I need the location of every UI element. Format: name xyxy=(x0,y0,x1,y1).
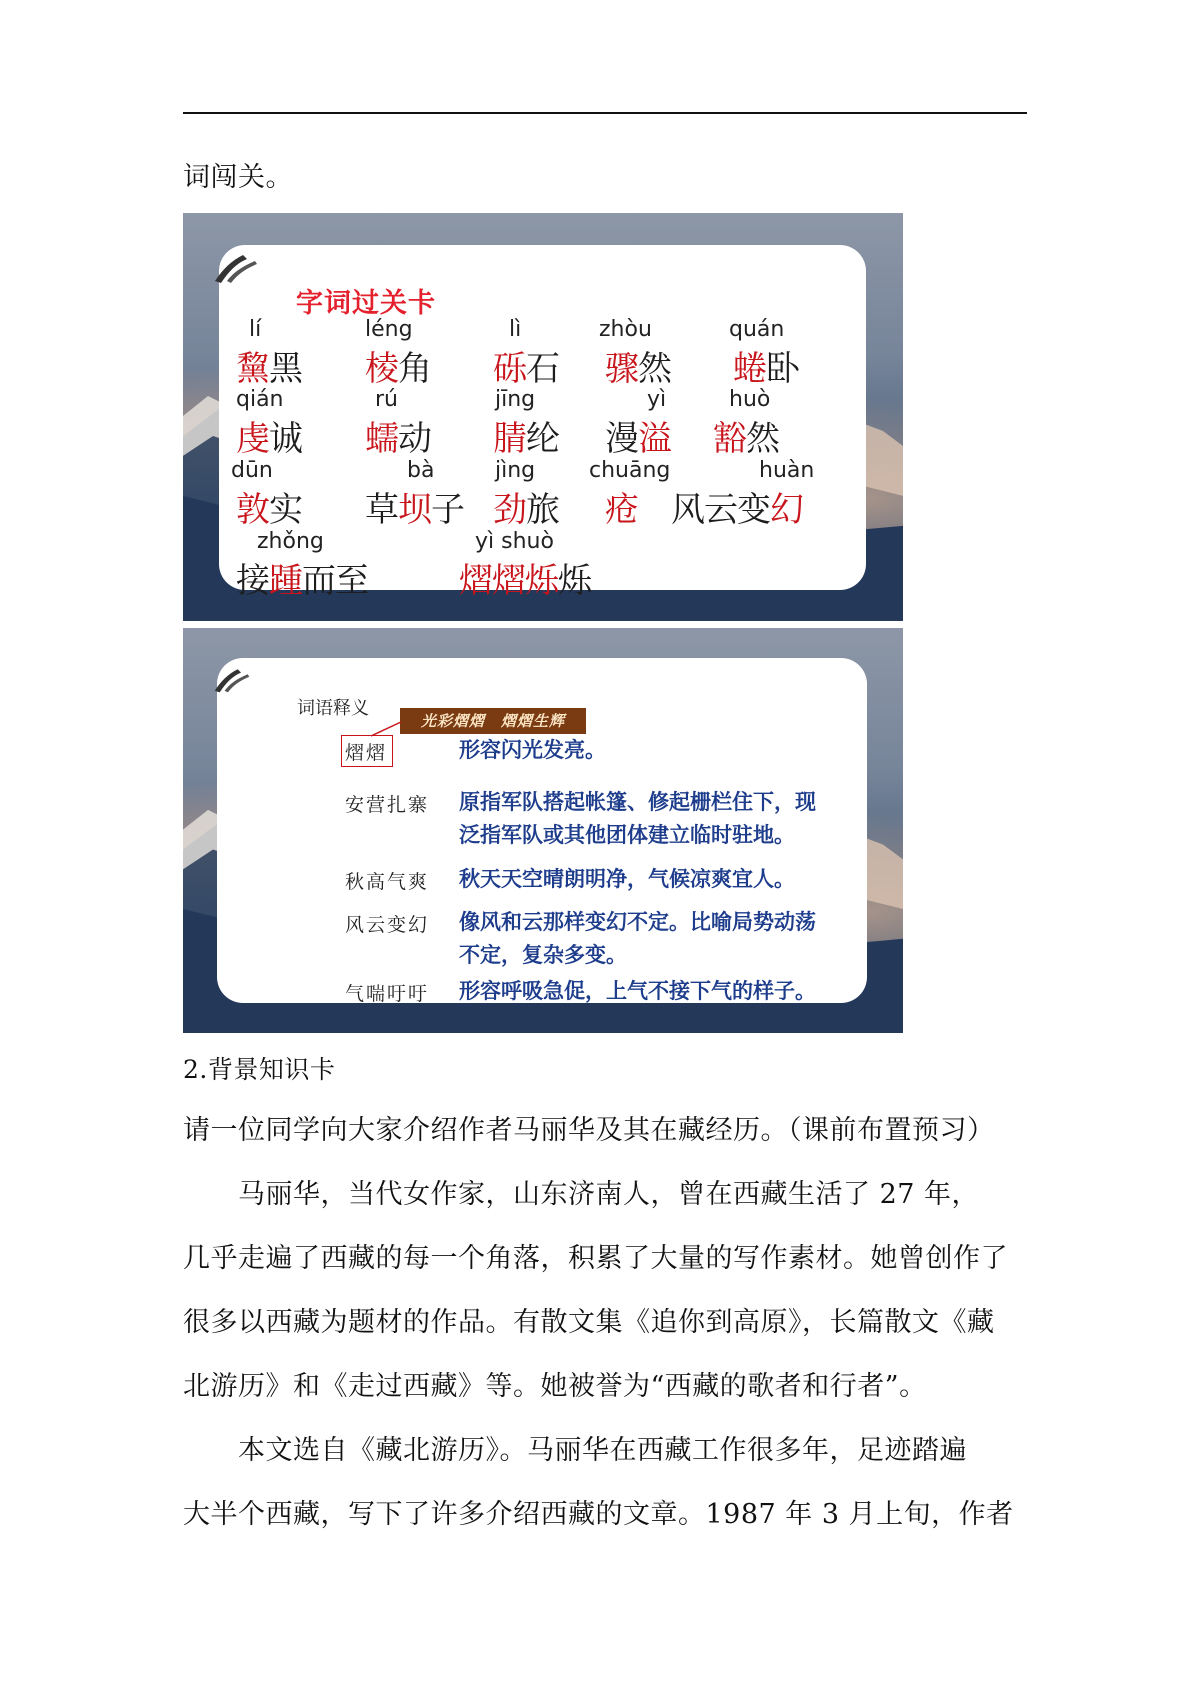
vocab-word: 草坝子 xyxy=(365,490,464,530)
pinyin: huò xyxy=(729,387,771,412)
definition: 泛指军队或其他团体建立临时驻地。 xyxy=(459,823,795,847)
definition: 像风和云那样变幻不定。比喻局势动荡 xyxy=(459,910,816,934)
vocab-word: 蜷卧 xyxy=(733,349,799,389)
vocab-card xyxy=(219,245,866,601)
definition: 形容呼吸急促，上气不接下气的样子。 xyxy=(459,979,816,1003)
vocab-word: 黧黑 xyxy=(236,349,302,389)
vocab-word: 骤然 xyxy=(605,349,671,389)
term: 安营扎寨 xyxy=(345,794,430,816)
definition: 形容闪光发亮。 xyxy=(459,738,606,762)
vocab-word: 豁然 xyxy=(713,419,779,459)
vocab-word: 虔诚 xyxy=(236,419,302,459)
vocab-word: 熠熠烁烁 xyxy=(459,561,591,601)
brush-stroke-icon xyxy=(213,666,251,694)
pinyin: chuāng xyxy=(589,458,671,483)
paragraph-line: 几乎走遍了西藏的每一个角落，积累了大量的写作素材。她曾创作了 xyxy=(183,1243,1008,1274)
pinyin: qián xyxy=(236,387,284,412)
top-fragment: 词闯关。 xyxy=(183,162,293,193)
vocab-word: 腈纶 xyxy=(493,419,559,459)
definition-slide-title: 词语释义 xyxy=(297,698,369,719)
vocab-word: 棱角 xyxy=(365,349,431,389)
header-rule xyxy=(183,112,1027,114)
term: 熠熠 xyxy=(345,742,388,764)
synonym-tag: 光彩熠熠 熠熠生辉 xyxy=(400,708,586,734)
definition-card xyxy=(217,658,867,1003)
term: 风云变幻 xyxy=(345,914,430,936)
pinyin: zhòu xyxy=(599,317,652,342)
vocab-word: 接踵而至 xyxy=(236,561,368,601)
pinyin: jìng xyxy=(495,458,536,483)
vocab-word: 蠕动 xyxy=(365,419,431,459)
pinyin: lí xyxy=(249,317,262,342)
pinyin: rú xyxy=(375,387,398,412)
pinyin: bà xyxy=(407,458,435,483)
paragraph-line: 很多以西藏为题材的作品。有散文集《追你到高原》，长篇散文《藏 xyxy=(183,1307,995,1338)
section-heading: 2.背景知识卡 xyxy=(183,1055,336,1084)
paragraph-line: 北游历》和《走过西藏》等。她被誉为“西藏的歌者和行者”。 xyxy=(183,1371,927,1402)
brush-stroke-icon xyxy=(213,251,259,285)
term: 秋高气爽 xyxy=(345,871,430,893)
paragraph-line: 马丽华，当代女作家，山东济南人，曾在西藏生活了 27 年， xyxy=(183,1179,980,1210)
vocab-word: 砾石 xyxy=(493,349,559,389)
paragraph-line: 请一位同学向大家介绍作者马丽华及其在藏经历。（课前布置预习） xyxy=(183,1115,995,1146)
pinyin: dūn xyxy=(231,458,273,483)
pinyin: yì xyxy=(647,387,667,412)
term: 气喘吁吁 xyxy=(345,983,430,1005)
vocab-word: 疮 xyxy=(605,490,638,530)
pinyin: léng xyxy=(365,317,413,342)
pinyin: quán xyxy=(729,317,785,342)
pinyin: lì xyxy=(509,317,522,342)
definition: 原指军队搭起帐篷、修起栅栏住下，现 xyxy=(459,790,816,814)
vocab-slide-title: 字词过关卡 xyxy=(296,288,436,319)
vocab-word: 敦实 xyxy=(236,490,302,530)
pinyin: huàn xyxy=(759,458,815,483)
pinyin: jīng xyxy=(495,387,536,412)
vocab-slide xyxy=(183,213,903,621)
vocab-word: 风云变幻 xyxy=(671,490,803,530)
pinyin: zhǒng xyxy=(257,529,324,554)
pinyin: yì shuò xyxy=(475,529,554,554)
definition-slide xyxy=(183,628,903,1033)
vocab-word: 漫溢 xyxy=(605,419,671,459)
paragraph-line: 大半个西藏，写下了许多介绍西藏的文章。1987 年 3 月上旬，作者 xyxy=(183,1499,1014,1530)
definition: 不定，复杂多变。 xyxy=(459,943,627,967)
paragraph-line: 本文选自《藏北游历》。马丽华在西藏工作很多年，足迹踏遍 xyxy=(183,1435,967,1466)
vocab-word: 劲旅 xyxy=(493,490,559,530)
definition: 秋天天空晴朗明净，气候凉爽宜人。 xyxy=(459,867,795,891)
